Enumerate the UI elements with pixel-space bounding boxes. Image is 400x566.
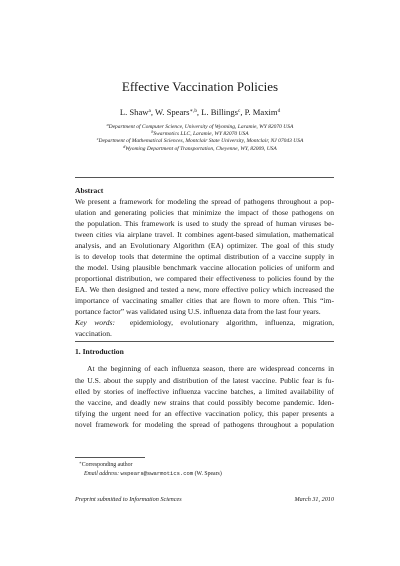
affiliation-mark: c bbox=[96, 136, 99, 141]
body-line: elled by stories of ineffective influenza vaccine batches, a limited availability of bbox=[75, 387, 334, 396]
affiliation-text: Swarmotics LLC, Laramie, WY 82070 USA bbox=[153, 131, 249, 137]
footnote-text: Corresponding author bbox=[81, 462, 133, 468]
abstract-line: the model. Using plausible benchmark vaccine allocation policies of uniform and bbox=[75, 263, 334, 272]
author-marks: c bbox=[238, 108, 241, 114]
author-marks: ∗,b bbox=[189, 108, 197, 114]
footnote-email bbox=[84, 470, 222, 477]
keywords-line: vaccination. bbox=[75, 329, 112, 338]
footnote-author bbox=[79, 462, 132, 468]
email-owner: (W. Spears) bbox=[194, 471, 222, 477]
author-separator: , bbox=[150, 107, 155, 117]
abstract-line: analysis, and an Evolutionary Algorithm (EA) optimizer. The goal of this study bbox=[75, 241, 334, 250]
section-heading: 1. Introduction bbox=[75, 347, 124, 356]
email-label: Email address: bbox=[84, 471, 120, 477]
body-line: the U.S. about the supply and distribution of the latest vaccine. Public fear is fu- bbox=[75, 376, 334, 385]
abstract-line: tween cities via airplane travel. It combines agent-based simulation, mathematical bbox=[75, 230, 334, 239]
affiliation bbox=[0, 131, 400, 137]
author-list bbox=[0, 107, 400, 117]
affiliation-text: Department of Computer Science, University of Wyoming, Laramie, WY 82070 USA bbox=[108, 124, 294, 130]
body-line: tifying the urgent need for an effective vaccination policy, this paper presents a bbox=[75, 409, 334, 418]
author-marks: a bbox=[148, 108, 151, 114]
affiliation-text: Wyoming Department of Transportation, Cheyenne, WY, 82009, USA bbox=[125, 146, 277, 152]
abstract-line: ulation and generating policies that minimize the impact of those pathogens on bbox=[75, 208, 334, 217]
abstract-line: proportional distribution, we compared their effectiveness to policies found by the bbox=[75, 274, 334, 283]
author-separator: , bbox=[196, 107, 202, 117]
author-name: P. Maxim bbox=[244, 107, 278, 117]
keywords-text: epidemiology, evolutionary algorithm, influenza, migration, bbox=[129, 318, 334, 327]
abstract-line: EA. We then designed and tested a new, more effective policy which increased the bbox=[75, 285, 334, 294]
author-name: W. Spears bbox=[154, 107, 190, 117]
paper-title: Effective Vaccination Policies bbox=[121, 79, 279, 94]
abstract-line: the population. This framework is used to study the spread of human viruses be- bbox=[75, 219, 334, 228]
footer-date: March 31, 2010 bbox=[294, 496, 334, 503]
abstract-line: We present a framework for modeling the spread of pathogens throughout a pop- bbox=[75, 197, 334, 206]
author-name: L. Billings bbox=[201, 107, 238, 117]
affiliation bbox=[0, 146, 400, 152]
affiliation bbox=[0, 138, 400, 144]
body-line: novel framework for modeling the spread of pathogens throughout a population bbox=[75, 420, 334, 429]
abstract-heading: Abstract bbox=[75, 186, 104, 195]
affiliation bbox=[0, 124, 400, 130]
footer-preprint: Preprint submitted to Information Sciences bbox=[75, 496, 182, 503]
abstract-line: portance factor” was validated using U.S. influenza data from the last four years. bbox=[75, 307, 321, 316]
abstract-top-rule bbox=[75, 177, 334, 178]
affiliation-mark: d bbox=[123, 144, 126, 149]
affiliation-mark: b bbox=[151, 129, 154, 134]
email-address[interactable]: wspears@swarmotics.com bbox=[120, 470, 194, 477]
keywords-label: Key words: bbox=[75, 318, 116, 327]
footnote-mark: ∗ bbox=[79, 460, 82, 465]
author-separator: , bbox=[240, 107, 245, 117]
keywords-line bbox=[75, 318, 334, 327]
body-line: the vaccine, and deadly new strains that could possibly become pandemic. Iden- bbox=[75, 398, 334, 407]
footnote-rule bbox=[75, 457, 145, 458]
author-marks: d bbox=[277, 108, 281, 114]
abstract-bottom-rule bbox=[75, 341, 334, 342]
abstract-line: is to develop tools that determine the optimal distribution of a vaccine supply in bbox=[75, 252, 334, 261]
affiliation-text: Department of Mathematical Sciences, Montclair State University, Montclair, NJ 07043 USA bbox=[98, 138, 304, 144]
author-name: L. Shaw bbox=[119, 107, 149, 117]
body-line: At the beginning of each influenza season, there are widespread concerns in bbox=[87, 364, 334, 373]
abstract-line: importance of vaccinating smaller cities that are flown to more often. This “im- bbox=[75, 296, 334, 305]
affiliation-mark: a bbox=[106, 122, 109, 127]
